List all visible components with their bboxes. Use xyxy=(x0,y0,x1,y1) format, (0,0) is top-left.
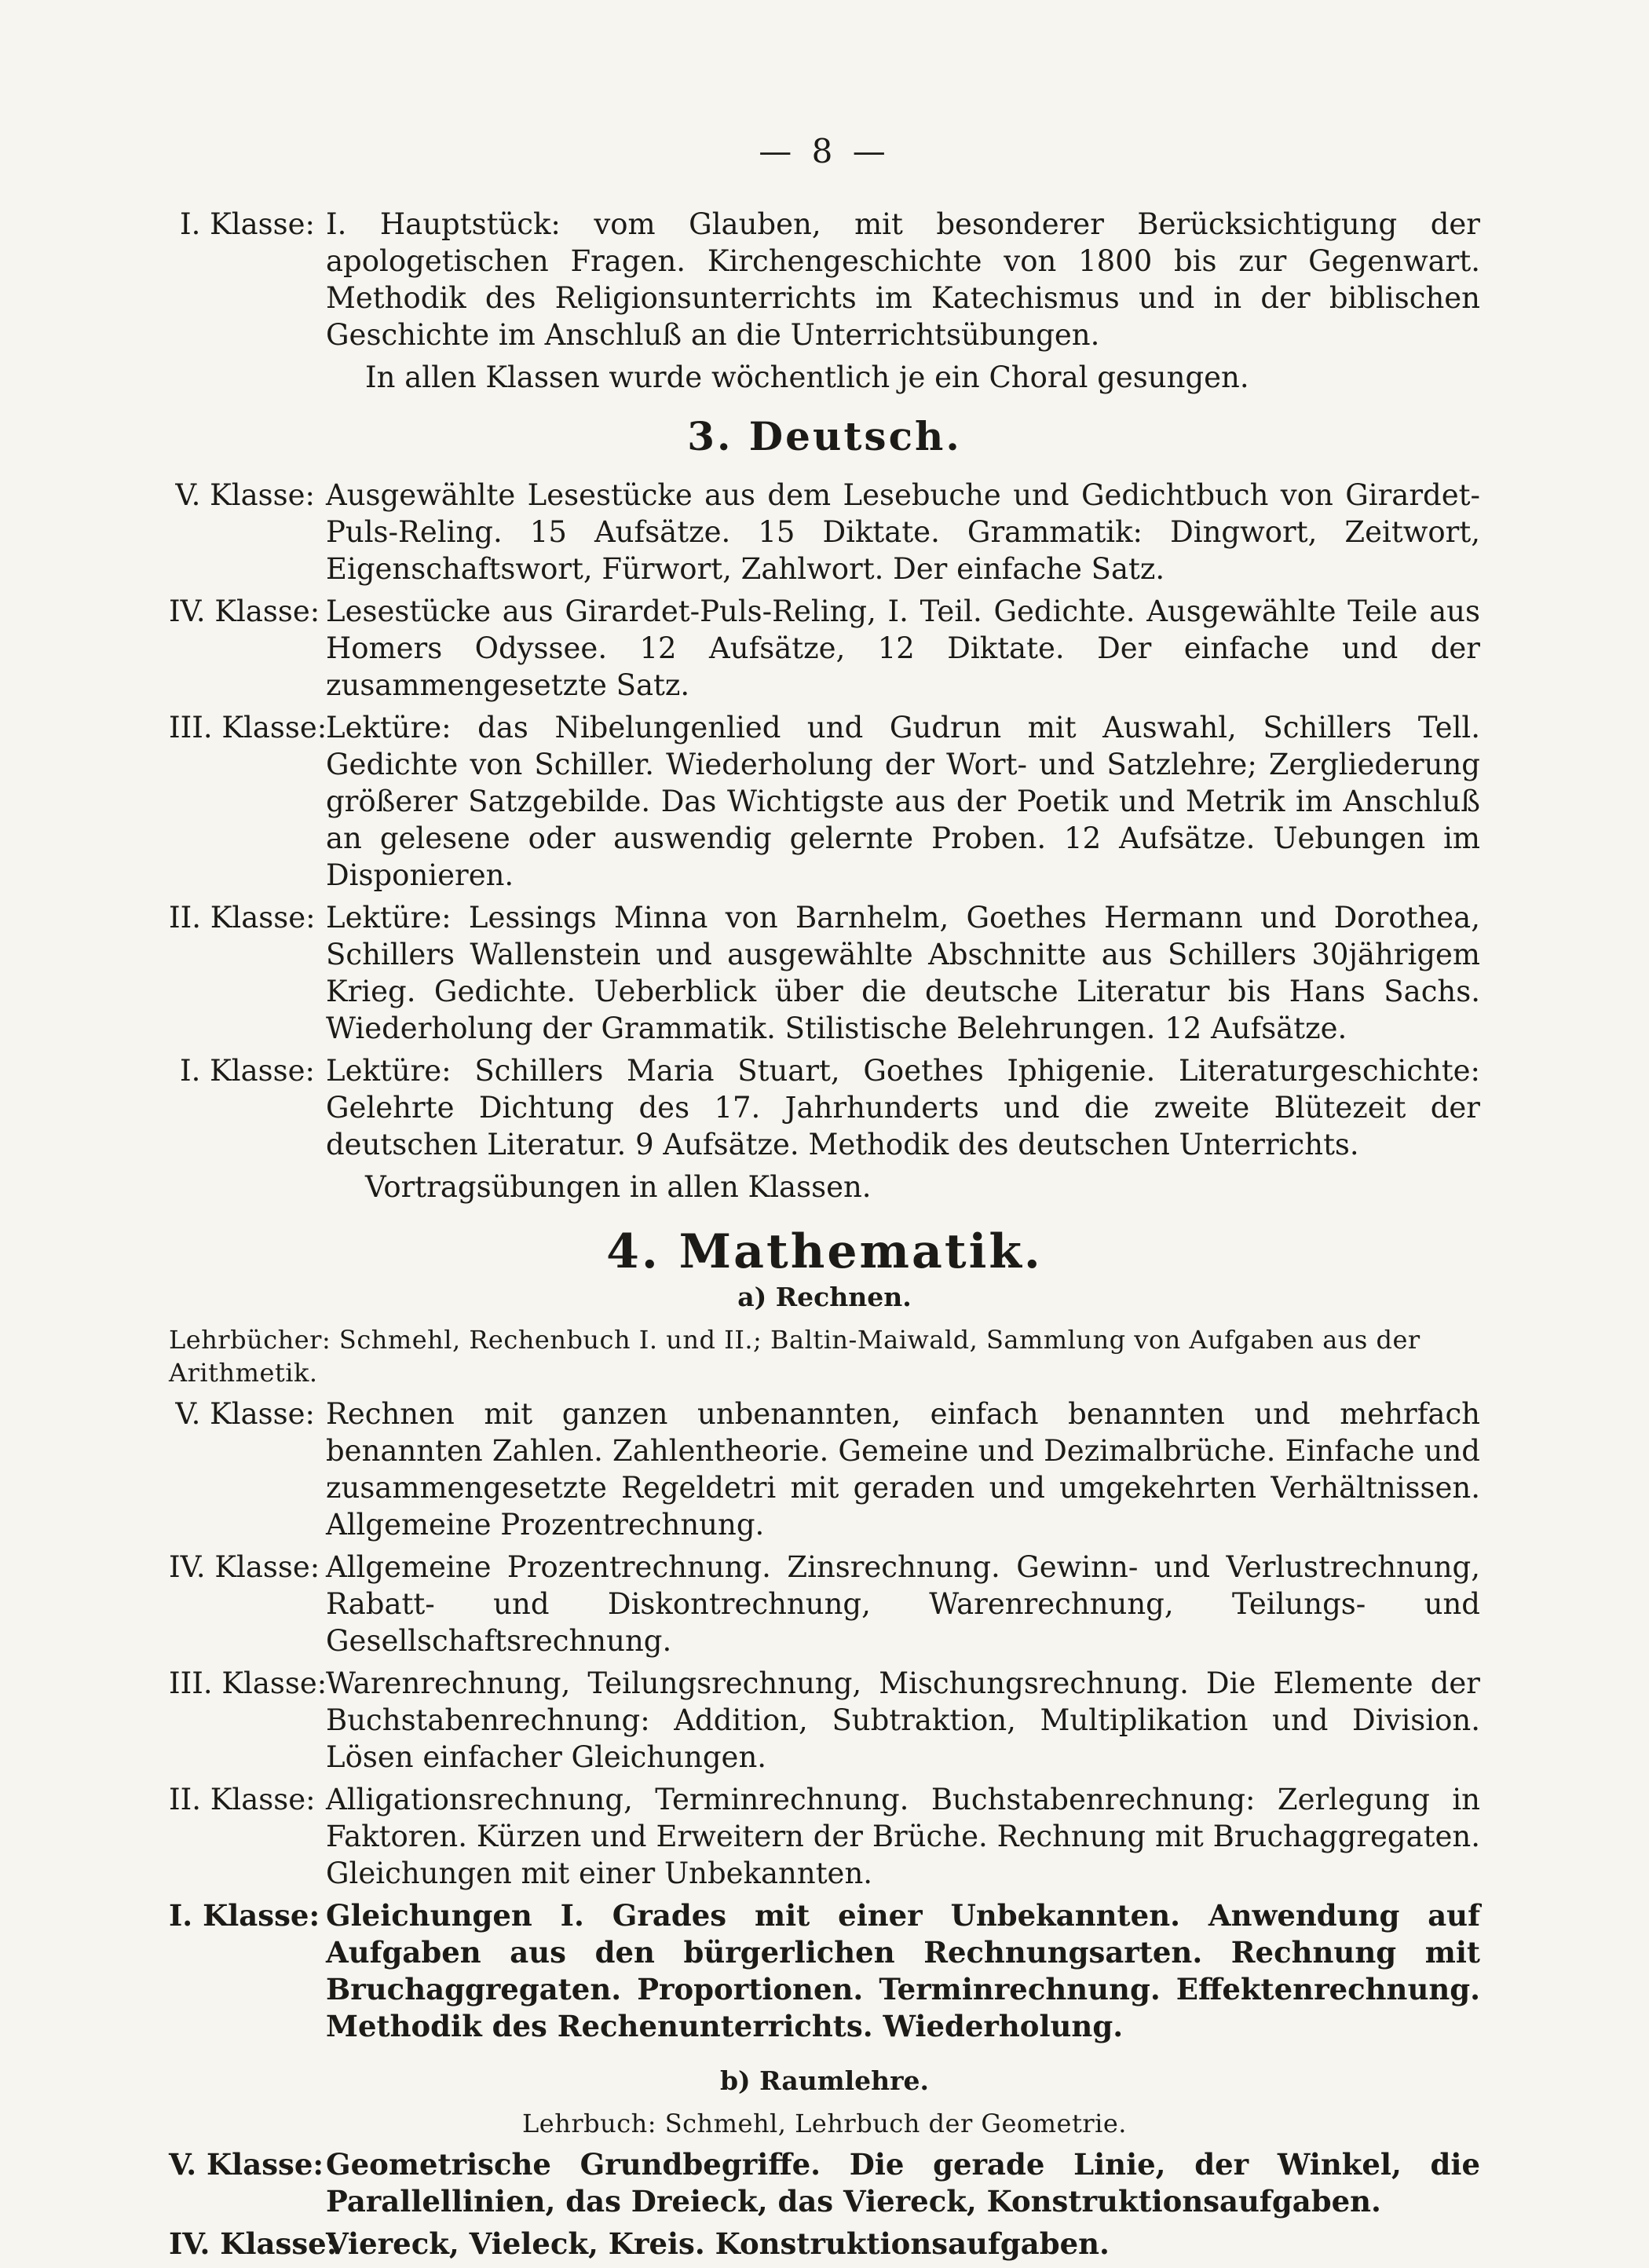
entry-text: Lektüre: Schillers Maria Stuart, Goethes Iphigenie. Literaturgeschichte: Gelehrte Dichtung des 17. Jahrhunderts und die zweite Blütezeit der deutschen Literatur. 9 Aufsätze. Methodik des deutschen Unterrichts. xyxy=(326,1054,1480,1161)
klasse-label: III. Klasse: xyxy=(169,711,327,744)
entry-text: Ausgewählte Lesestücke aus dem Lesebuche und Gedichtbuch von Girardet-Puls-Reling. 15 Aufsätze. 15 Diktate. Grammatik: Dingwort, Zeitwort, Eigenschaftswort, Fürwort, Zahlwort. Der einfache Satz. xyxy=(326,478,1480,586)
rechnen-entry xyxy=(169,1396,1480,1543)
subheading-rechnen: a) Rechnen. xyxy=(737,1282,912,1312)
klasse-label: I. Klasse: xyxy=(169,1898,320,1933)
raumlehre-entry xyxy=(169,2226,1480,2263)
klasse-label: I. Klasse: xyxy=(179,1054,315,1088)
deutsch-entry xyxy=(169,899,1480,1047)
rechnen-entry xyxy=(169,1897,1480,2045)
klasse-label: IV. Klasse: xyxy=(169,1550,320,1584)
entry-text: Lesestücke aus Girardet-Puls-Reling, I. Teil. Gedichte. Ausgewählte Teile aus Homers Odyssee. 12 Aufsätze, 12 Diktate. Der einfache und der zusammengesetzte Satz. xyxy=(326,594,1480,702)
entry-text: Alligationsrechnung, Terminrechnung. Buchstabenrechnung: Zerlegung in Faktoren. Kürzen und Erweitern der Brüche. Rechnung mit Bruchaggregaten. Gleichungen mit einer Unbekannten. xyxy=(326,1783,1480,1890)
klasse-label: II. Klasse: xyxy=(169,901,316,935)
section-heading-mathematik: 4. Mathematik. xyxy=(606,1224,1043,1279)
entry-text: Gleichungen I. Grades mit einer Unbekannten. Anwendung auf Aufgaben aus den bürgerlichen Rechnungsarten. Rechnung mit Bruchaggregaten. Proportionen. Terminrechnung. Effektenrechnung. Methodik des Rechenunterrichts. Wiederholung. xyxy=(326,1898,1480,2043)
deutsch-entry xyxy=(169,477,1480,587)
entry-text: I. Hauptstück: vom Glauben, mit besonderer Berücksichtigung der apologetischen Fragen. Kirchengeschichte von 1800 bis zur Gegenwart. Methodik des Religionsunterrichts im Katechismus und in der biblischen Geschichte im Anschluß an die Unterrichtsübungen. xyxy=(326,207,1480,352)
rechnen-entry xyxy=(169,1665,1480,1776)
page-content xyxy=(169,206,1480,2268)
religion-entry xyxy=(169,206,1480,353)
klasse-label: II. Klasse: xyxy=(169,1783,316,1816)
deutsch-closing: Vortragsübungen in allen Klassen. xyxy=(365,1170,872,1204)
entry-text: Geometrische Grundbegriffe. Die gerade Linie, der Winkel, die Parallellinien, das Dreieck, das Viereck, Konstruktionsaufgaben. xyxy=(326,2147,1480,2219)
entry-text: Lektüre: Lessings Minna von Barnhelm, Goethes Hermann und Dorothea, Schillers Wallenstein und ausgewählte Abschnitte aus Schillers 30jährigem Krieg. Gedichte. Ueberblick über die deutsche Literatur bis Hans Sachs. Wiederholung der Grammatik. Stilistische Belehrungen. 12 Aufsätze. xyxy=(326,901,1480,1045)
page-number: — 8 — xyxy=(759,132,890,170)
religion-closing: In allen Klassen wurde wöchentlich je ein Choral gesungen. xyxy=(365,360,1249,394)
raumlehre-entry xyxy=(169,2146,1480,2220)
klasse-label: IV. Klasse: xyxy=(169,594,320,628)
entry-text: Allgemeine Prozentrechnung. Zinsrechnung. Gewinn- und Verlustrechnung, Rabatt- und Diskontrechnung, Warenrechnung, Teilungs- und Gesellschaftsrechnung. xyxy=(326,1550,1480,1658)
deutsch-entry xyxy=(169,593,1480,704)
entry-text: Lektüre: das Nibelungenlied und Gudrun mit Auswahl, Schillers Tell. Gedichte von Schiller. Wiederholung der Wort- und Satzlehre; Zergliederung größerer Satzgebilde. Das Wichtigste aus der Poetik und Metrik im Anschluß an gelesene oder auswendig gelernte Proben. 12 Aufsätze. Uebungen im Disponieren. xyxy=(326,711,1480,892)
klasse-label: V. Klasse: xyxy=(169,2147,324,2182)
deutsch-entry xyxy=(169,1052,1480,1163)
subheading-raumlehre: b) Raumlehre. xyxy=(719,2065,930,2096)
klasse-label: III. Klasse: xyxy=(169,1666,327,1700)
deutsch-entry xyxy=(169,709,1480,894)
entry-text: Rechnen mit ganzen unbenannten, einfach benannten und mehrfach benannten Zahlen. Zahlentheorie. Gemeine und Dezimalbrüche. Einfache und zusammengesetzte Regeldetri mit geraden und umgekehrten Verhältnissen. Allgemeine Prozentrechnung. xyxy=(326,1397,1480,1542)
klasse-label: IV. Klasse: xyxy=(169,2226,338,2261)
klasse-label: V. Klasse: xyxy=(175,478,315,512)
klasse-label: I. Klasse: xyxy=(179,207,315,241)
klasse-label: V. Klasse: xyxy=(175,1397,315,1431)
entry-text: Viereck, Vieleck, Kreis. Konstruktionsaufgaben. xyxy=(326,2226,1110,2261)
section-heading-deutsch: 3. Deutsch. xyxy=(687,413,962,459)
textbooks-raumlehre: Lehrbuch: Schmehl, Lehrbuch der Geometrie. xyxy=(522,2109,1127,2138)
textbooks-rechnen: Lehrbücher: Schmehl, Rechenbuch I. und II.; Baltin-Maiwald, Sammlung von Aufgaben aus der Arithmetik. xyxy=(169,1325,1420,1388)
rechnen-entry xyxy=(169,1781,1480,1892)
entry-text: Warenrechnung, Teilungsrechnung, Mischungsrechnung. Die Elemente der Buchstabenrechnung: Addition, Subtraktion, Multiplikation und Division. Lösen einfacher Gleichungen. xyxy=(326,1666,1480,1774)
rechnen-entry xyxy=(169,1549,1480,1659)
